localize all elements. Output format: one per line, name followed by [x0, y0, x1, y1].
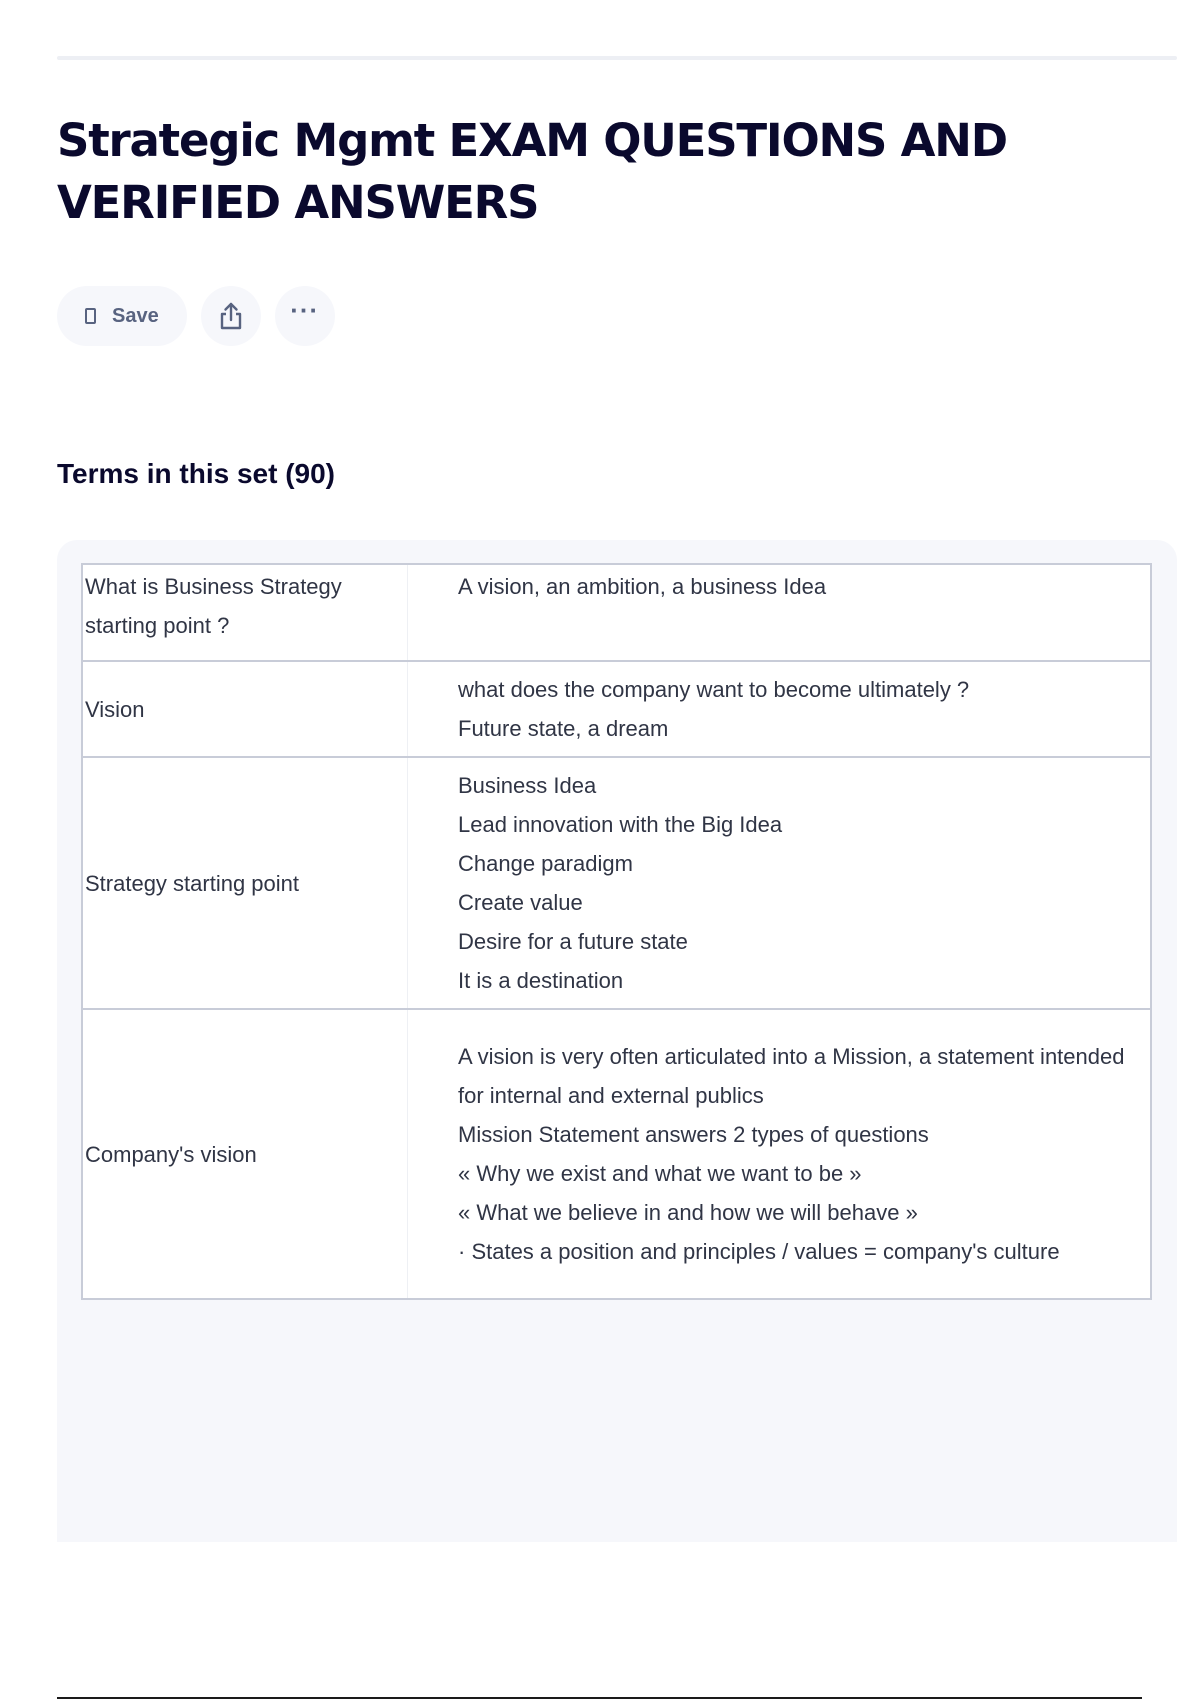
- definition-line: A vision is very often articulated into a Mission, a statement intended for internal and external publics: [458, 1044, 1125, 1108]
- bottom-rule: [57, 1697, 1142, 1699]
- term-row: [82, 661, 1151, 757]
- definition-line: Business Idea: [458, 773, 597, 798]
- term-row: [82, 757, 1151, 1009]
- definition-cell: [408, 661, 1152, 757]
- save-button[interactable]: [57, 286, 187, 346]
- definition-line: Lead innovation with the Big Idea: [458, 812, 783, 837]
- terms-heading: Terms in this set (90): [57, 458, 336, 489]
- action-row: [57, 286, 349, 346]
- definition-line: Change paradigm: [458, 851, 633, 876]
- term-row: [82, 564, 1151, 661]
- definition-line: « Why we exist and what we want to be »: [458, 1161, 862, 1186]
- more-icon: ···: [290, 294, 320, 325]
- definition-line: Mission Statement answers 2 types of questions: [458, 1122, 929, 1147]
- term-cell: Company's vision: [82, 1009, 408, 1299]
- definition-line: Desire for a future state: [458, 929, 688, 954]
- term-cell: Vision: [82, 661, 408, 757]
- term-cell: What is Business Strategy starting point ?: [82, 564, 408, 661]
- more-options-button[interactable]: [275, 286, 335, 346]
- page-title: Strategic Mgmt EXAM QUESTIONS AND VERIFIED ANSWERS: [57, 114, 1007, 229]
- definition-cell: [408, 564, 1152, 661]
- share-button[interactable]: [201, 286, 261, 346]
- definition-cell: [408, 1009, 1152, 1299]
- definition-line: It is a destination: [458, 968, 624, 993]
- save-button-label: Save: [112, 304, 159, 327]
- definition-line: A vision, an ambition, a business Idea: [458, 574, 827, 599]
- definition-line: · States a position and principles / values = company's culture: [458, 1239, 1060, 1264]
- definition-line: « What we believe in and how we will behave »: [458, 1200, 918, 1225]
- term-cell: Strategy starting point: [82, 757, 408, 1009]
- bookmark-icon: [85, 308, 96, 324]
- top-divider: [57, 56, 1177, 60]
- definition-line: what does the company want to become ultimately ?: [458, 677, 970, 702]
- definition-cell: [408, 757, 1152, 1009]
- terms-table: [81, 563, 1152, 1300]
- term-row: [82, 1009, 1151, 1299]
- definition-line: Create value: [458, 890, 583, 915]
- definition-line: Future state, a dream: [458, 716, 669, 741]
- share-icon: [218, 301, 244, 331]
